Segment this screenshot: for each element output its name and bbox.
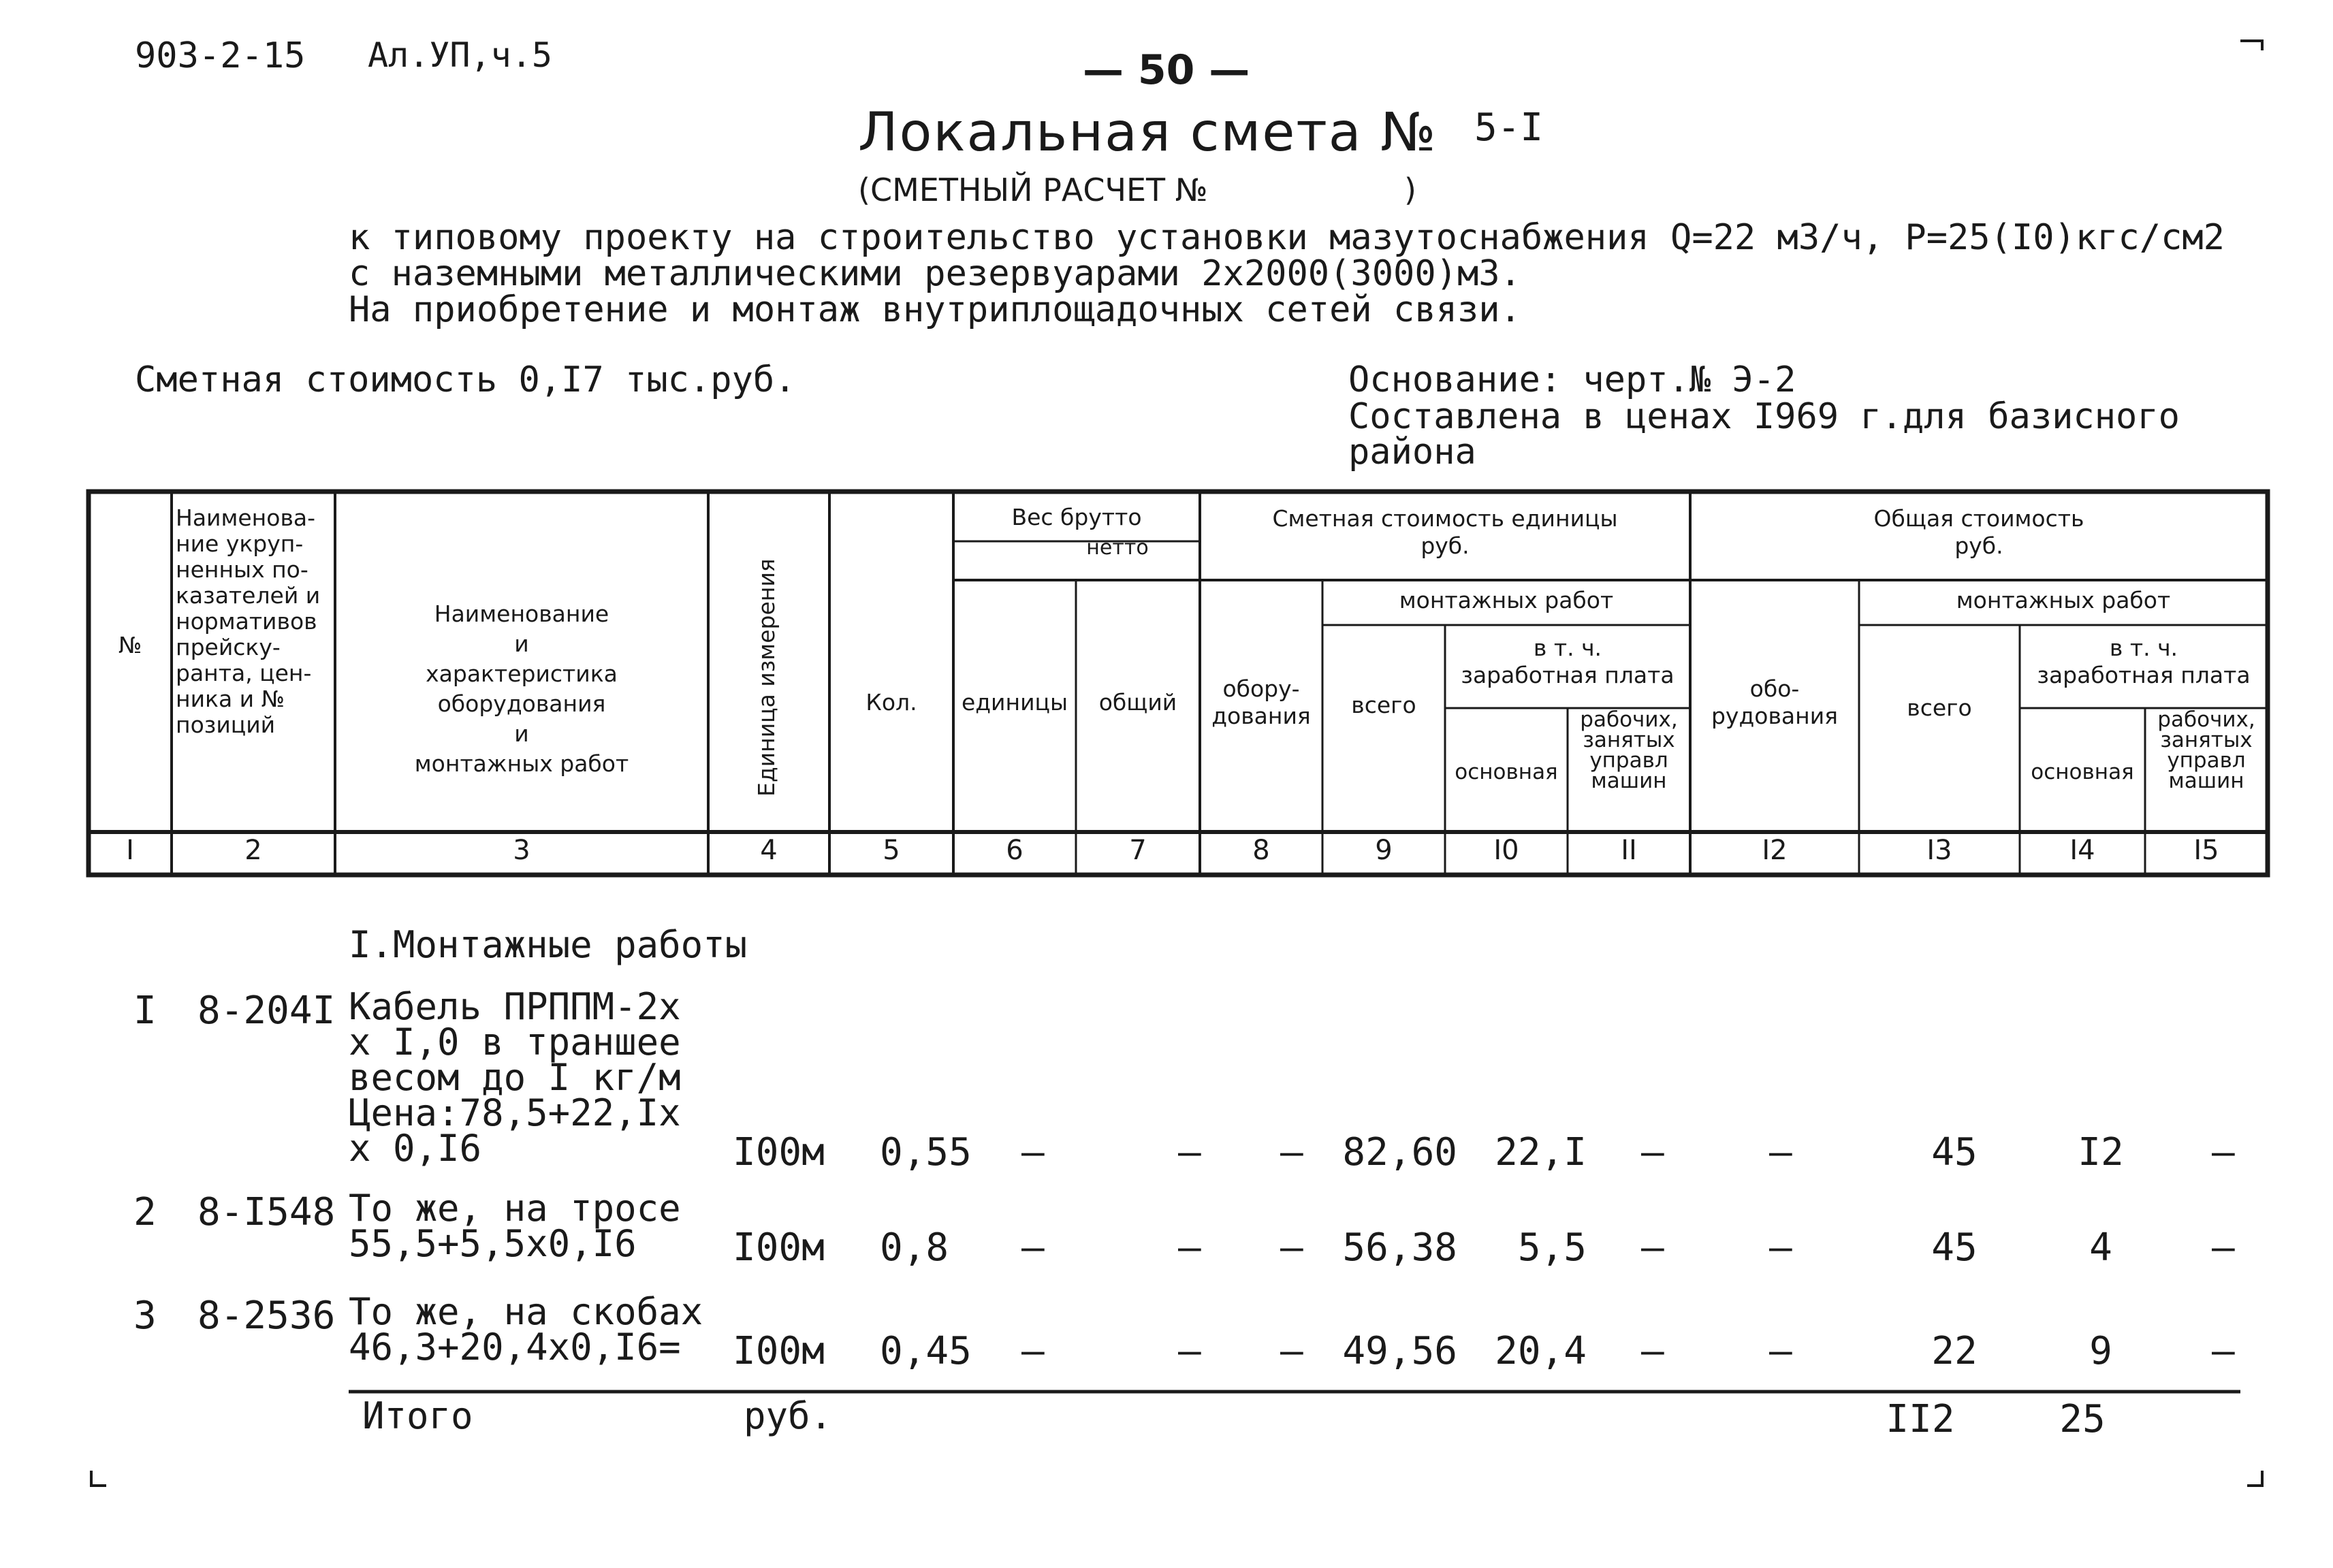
header-total-weight: общий (1098, 689, 1177, 716)
header-unit-basic: основная (1455, 760, 1558, 784)
header-unit-machines (1568, 709, 1690, 791)
row-name-line: Цена:78,5+22,Iх (349, 1091, 681, 1134)
column-number: 2 (244, 835, 262, 866)
row-name-line: х I,0 в траншее (349, 1021, 681, 1063)
col3-head-line: и (514, 630, 529, 657)
col8-head-line: дования (1211, 703, 1311, 729)
header-total-equipment (1690, 675, 1859, 730)
row-c6: – (1021, 1130, 1045, 1174)
row-number: 2 (133, 1190, 157, 1234)
column-number: I2 (1762, 835, 1788, 866)
col15-head-line: занятых (2160, 728, 2253, 752)
column-number: 8 (1252, 835, 1270, 866)
column-number: 3 (513, 835, 530, 866)
column-number: I0 (1493, 835, 1519, 866)
album-reference: Ал.УП,ч.5 (368, 35, 552, 75)
row-name-line: То же, на тросе (349, 1187, 681, 1230)
col2-head-line: ние укруп- (176, 530, 304, 557)
basis-line-1: Основание: черт.№ Э-2 (1348, 359, 1796, 400)
col2-head-line: Наименова- (176, 505, 316, 531)
header-unit-cost (1200, 505, 1690, 560)
totalcost-head-line: руб. (1954, 532, 2003, 559)
column-number: I4 (2069, 835, 2095, 866)
col2-head-line: ненных по- (176, 556, 308, 583)
col15-head-line: машин (2168, 769, 2244, 793)
row-c15: – (2212, 1329, 2235, 1373)
incl-head-line: в т. ч. (1533, 635, 1602, 661)
unitcost-head-line: руб. (1421, 532, 1470, 559)
col2-head-line: нормативов (176, 608, 317, 635)
row-qty: 0,8 (880, 1226, 949, 1270)
incl-head-line: заработная плата (1461, 662, 1675, 688)
row-code: 8-2536 (197, 1294, 336, 1338)
header-weight-net: нетто (1086, 536, 1149, 560)
col12-head-line: рудования (1711, 703, 1839, 729)
header-unit-equipment (1200, 675, 1322, 730)
col11-head-line: рабочих, (1580, 707, 1678, 732)
header-unit-mounting: монтажных работ (1399, 587, 1614, 613)
column-number: II (1621, 835, 1637, 866)
row-c8: – (1280, 1226, 1303, 1270)
row-name-line: х 0,I6 (349, 1127, 482, 1170)
header-no: № (118, 632, 142, 658)
row-c10: 20,4 (1495, 1329, 1587, 1373)
row-name-line: Кабель ПРППМ-2х (349, 985, 681, 1028)
column-number: 6 (1006, 835, 1023, 866)
col3-head-line: и (514, 720, 529, 747)
column-number: 4 (760, 835, 778, 866)
row-qty: 0,45 (880, 1329, 972, 1373)
col15-head-line: управл (2167, 748, 2246, 773)
header-col2 (176, 505, 320, 738)
document-code: 903-2-15 (135, 35, 306, 76)
row-name-line: 46,3+20,4х0,I6= (349, 1326, 681, 1369)
header-total-cost (1690, 505, 2268, 560)
col12-head-line: обо- (1749, 675, 1800, 702)
header-unit-wages (1445, 635, 1690, 689)
subtitle: (СМЕТНЫЙ РАСЧЕТ № (858, 172, 1208, 208)
row-c8: – (1280, 1130, 1303, 1174)
row-c14: I2 (2078, 1130, 2124, 1174)
row-c9: 56,38 (1342, 1226, 1457, 1270)
header-unit-vertical: Единица измерения (753, 558, 780, 797)
col2-head-line: казателей и (176, 582, 321, 609)
totalcost-head-line: Общая стоимость (1873, 505, 2084, 532)
column-number: 9 (1375, 835, 1393, 866)
page-title: Локальная смета № (858, 102, 1438, 163)
col2-head-line: ранта, цен- (176, 660, 312, 686)
row-c15: – (2212, 1226, 2235, 1270)
total-unit: руб. (744, 1394, 833, 1437)
row-c10: 22,I (1495, 1130, 1587, 1174)
row-c11: – (1641, 1226, 1664, 1270)
row-name-line: То же, на скобах (349, 1290, 703, 1333)
row-c12: – (1769, 1226, 1792, 1270)
col8-head-line: обору- (1222, 675, 1300, 702)
row-name-line: 55,5+5,5х0,I6 (349, 1222, 637, 1265)
description-line-3: На приобретение и монтаж внутриплощадочных сетей связи. (349, 289, 1521, 330)
row-c9: 82,60 (1342, 1130, 1457, 1174)
col11-head-line: машин (1591, 769, 1667, 793)
row-c7: – (1178, 1329, 1201, 1373)
row-c7: – (1178, 1130, 1201, 1174)
row-c12: – (1769, 1130, 1792, 1174)
row-c8: – (1280, 1329, 1303, 1373)
row-c13: 45 (1931, 1226, 1978, 1270)
header-unit-total: всего (1351, 692, 1416, 718)
header-total-wages (2020, 635, 2268, 689)
header-total-mounting: монтажных работ (1956, 587, 2171, 613)
total-wages: 25 (2059, 1397, 2106, 1441)
basis-line-2: Составлена в ценах I969 г.для базисного (1348, 396, 2180, 437)
row-c14: 4 (2089, 1226, 2112, 1270)
col2-head-line: позиций (176, 711, 276, 738)
header-total-sum: всего (1907, 694, 1972, 721)
col11-head-line: управл (1589, 748, 1668, 773)
row-c7: – (1178, 1226, 1201, 1270)
col15-head-line: рабочих, (2157, 707, 2255, 732)
subtitle-close: ) (1404, 172, 1416, 208)
column-number: I3 (1926, 835, 1952, 866)
col2-head-line: прейску- (176, 634, 281, 660)
section-title: I.Монтажные работы (349, 923, 748, 966)
col2-head-line: ника и № (176, 686, 285, 712)
header-total-machines (2145, 709, 2268, 791)
row-c12: – (1769, 1329, 1792, 1373)
col11-head-line: занятых (1583, 728, 1675, 752)
row-c11: – (1641, 1130, 1664, 1174)
row-c13: 45 (1931, 1130, 1978, 1174)
row-number: I (133, 989, 157, 1033)
header-total-basic: основная (2031, 760, 2134, 784)
column-number: 5 (883, 835, 900, 866)
header-qty: Кол. (866, 689, 917, 716)
col3-head-line: оборудования (437, 690, 606, 717)
basis-line-3: района (1348, 432, 1476, 473)
row-c15: – (2212, 1130, 2235, 1174)
row-name-line: весом до I кг/м (349, 1056, 681, 1099)
total-label: Итого (362, 1394, 473, 1437)
col3-head-line: монтажных работ (414, 750, 629, 777)
total-sum: II2 (1886, 1397, 1955, 1441)
row-code: 8-204I (197, 989, 336, 1033)
description-line-2: с наземными металлическими резервуарами 2х2000(3000)м3. (349, 253, 1521, 294)
incl2-head-line: в т. ч. (2109, 635, 2178, 661)
row-qty: 0,55 (880, 1130, 972, 1174)
column-number: 7 (1129, 835, 1147, 866)
row-c9: 49,56 (1342, 1329, 1457, 1373)
row-code: 8-I548 (197, 1190, 336, 1234)
unitcost-head-line: Сметная стоимость единицы (1272, 505, 1618, 532)
row-c6: – (1021, 1226, 1045, 1270)
column-number: I5 (2193, 835, 2219, 866)
header-unit-weight: единицы (961, 689, 1068, 716)
column-number: I (126, 835, 134, 866)
row-unit: I00м (733, 1130, 825, 1174)
incl2-head-line: заработная плата (2037, 662, 2251, 688)
page-number: — 50 — (1083, 46, 1250, 94)
row-number: 3 (133, 1294, 157, 1338)
col3-head-line: Наименование (434, 601, 609, 627)
estimate-number: 5-I (1474, 106, 1544, 150)
row-c10: 5,5 (1517, 1226, 1587, 1270)
col3-head-line: характеристика (426, 660, 618, 687)
header-weight-gross: Вес брутто (1011, 504, 1142, 530)
row-c13: 22 (1931, 1329, 1978, 1373)
description-line-1: к типовому проекту на строительство установки мазутоснабжения Q=22 м3/ч, Р=25(I0)кгс/см2 (349, 217, 2225, 258)
estimated-cost: Сметная стоимость 0,I7 тыс.руб. (135, 359, 796, 400)
header-col3 (335, 599, 708, 779)
row-c11: – (1641, 1329, 1664, 1373)
row-unit: I00м (733, 1226, 825, 1270)
row-c14: 9 (2089, 1329, 2112, 1373)
row-unit: I00м (733, 1329, 825, 1373)
row-c6: – (1021, 1329, 1045, 1373)
